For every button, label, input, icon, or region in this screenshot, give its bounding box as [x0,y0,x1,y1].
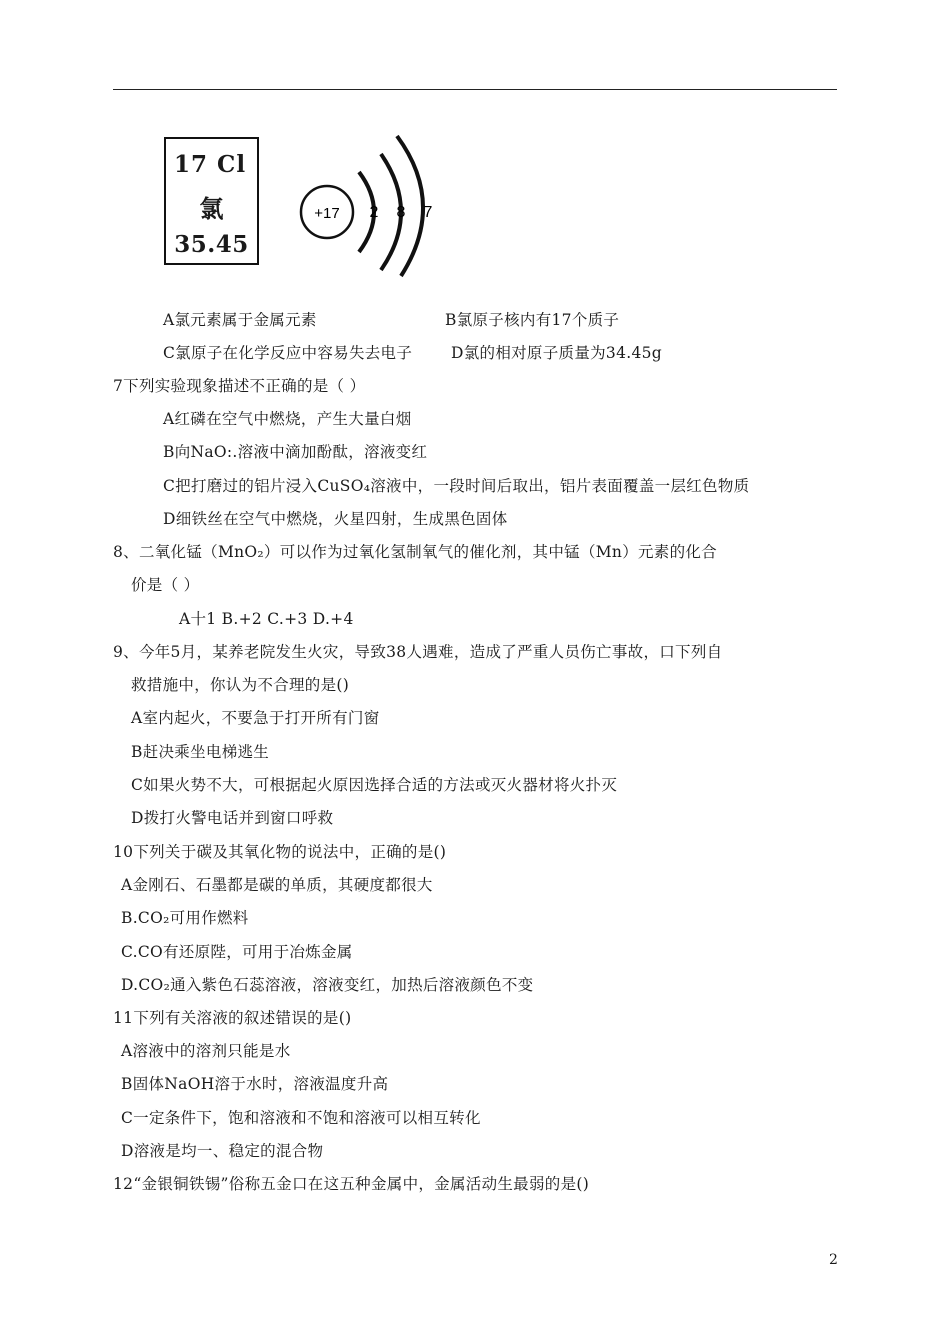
q10-option-a: A金刚石、石墨都是碳的单质，其硬度都很大 [121,876,433,894]
q9-option-a: A室内起火，不要急于打开所有门窗 [131,709,380,727]
nucleus-charge: +17 [314,205,340,222]
q11-option-b: B固体NaOH溶于水时，溶液温度升高 [121,1075,389,1093]
q7-option-a: A红磷在空气中燃烧，产生大量白烟 [163,410,412,428]
q10-option-d: D.CO₂通入紫色石蕊溶液，溶液变红，加热后溶液颜色不变 [121,976,534,994]
shell-electrons-3: 7 [423,204,433,221]
q10-option-b: B.CO₂可用作燃料 [121,909,249,927]
element-number-symbol: 17 Cl [174,151,247,178]
q9-stem: 9、今年5月，某养老院发生火灾，导致38人遇难，造成了严重人员伤亡事故，口下列自 [113,643,723,661]
q9-stem-cont: 救措施中，你认为不合理的是() [131,676,350,694]
q12-stem: 12“金银铜铁锡”俗称五金口在这五种金属中，金属活动生最弱的是() [113,1175,590,1193]
element-mass: 35.45 [174,231,249,258]
q6-option-a: A氯元素属于金属元素 [163,311,317,329]
q7-option-c: C把打磨过的铝片浸入CuSO₄溶液中，一段时间后取出，铝片表面覆盖一层红色物质 [163,477,750,495]
q10-option-c: C.CO有还原陛，可用于冶炼金属 [121,943,353,961]
q9-option-d: D拨打火警电话并到窗口呼救 [131,809,334,827]
q7-option-d: D细铁丝在空气中燃烧，火星四射，生成黑色固体 [163,510,508,528]
q9-option-b: B赶决乘坐电梯逃生 [131,743,270,761]
header-rule [113,89,837,90]
page-number: 2 [829,1252,838,1268]
q8-options: A十1 B.+2 C.+3 D.+4 [179,610,354,628]
q8-stem-cont: 价是（ ） [131,576,200,594]
q11-option-c: C一定条件下，饱和溶液和不饱和溶液可以相互转化 [121,1109,481,1127]
q11-stem: 11下列有关溶液的叙述错误的是() [113,1009,352,1027]
q6-option-b: B氯原子核内有17个质子 [445,311,620,329]
q11-option-d: D溶液是均一、稳定的混合物 [121,1142,324,1160]
shell-electrons-2: 8 [396,204,406,221]
q7-stem: 7下列实验现象描述不正确的是（ ） [113,377,366,395]
q6-option-d: D氯的相对原子质量为34.45g [451,344,663,362]
q7-option-b: B向NaO:.溶液中滴加酚酞，溶液变红 [163,443,428,461]
q6-option-c: C氯原子在化学反应中容易失去电子 [163,344,413,362]
shell-electrons-1: 2 [369,204,379,221]
element-name: 氯 [199,194,224,223]
q11-option-a: A溶液中的溶剂只能是水 [121,1042,291,1060]
q9-option-c: C如果火势不大，可根据起火原因选择合适的方法或灭火器材将火扑灭 [131,776,618,794]
q8-stem: 8、二氧化锰（MnO₂）可以作为过氧化氢制氧气的催化剂，其中锰（Mn）元素的化合 [113,543,717,561]
q10-stem: 10下列关于碳及其氧化物的说法中，正确的是() [113,843,447,861]
atom-structure-diagram [293,128,443,278]
chlorine-element-tile [164,137,259,265]
